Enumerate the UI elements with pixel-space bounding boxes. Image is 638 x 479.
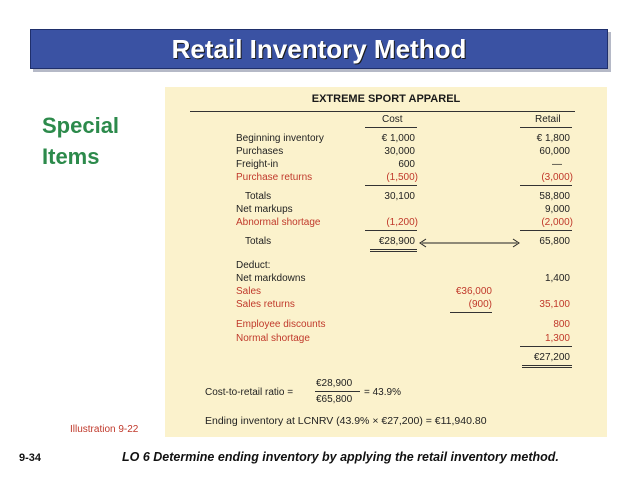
row-label: Purchase returns bbox=[236, 172, 313, 183]
row-cost: 30,100 bbox=[384, 191, 415, 202]
double-rule-cost bbox=[370, 249, 417, 250]
row-retail: (2,000) bbox=[541, 217, 573, 228]
row-cost: €28,900 bbox=[378, 236, 415, 247]
row-mid: (900) bbox=[468, 299, 492, 310]
ending-inventory-line: Ending inventory at LCNRV (43.9% × €27,200) = €11,940.80 bbox=[205, 415, 487, 427]
learning-objective: LO 6 Determine ending inventory by applying the retail inventory method. bbox=[122, 450, 559, 464]
row-mid: €36,000 bbox=[455, 286, 492, 297]
row-label: Beginning inventory bbox=[236, 133, 324, 144]
row-retail: 60,000 bbox=[539, 146, 570, 157]
row-retail: 65,800 bbox=[539, 236, 570, 247]
items-word: Items bbox=[42, 144, 100, 169]
cost-header-rule bbox=[365, 127, 417, 128]
special-items-heading bbox=[42, 110, 119, 172]
retail-header-rule bbox=[520, 127, 572, 128]
title-banner bbox=[30, 29, 608, 69]
row-cost: (1,200) bbox=[386, 217, 418, 228]
row-retail: 1,400 bbox=[544, 273, 570, 284]
illustration-panel bbox=[165, 87, 607, 437]
row-retail: — bbox=[552, 159, 562, 170]
row-label: Purchases bbox=[236, 146, 284, 157]
row-retail: 58,800 bbox=[539, 191, 570, 202]
company-name: EXTREME SPORT APPAREL bbox=[311, 93, 461, 105]
subtotal-rule-cost bbox=[365, 185, 417, 186]
row-label: Totals bbox=[245, 236, 272, 247]
row-label: Freight-in bbox=[236, 159, 279, 170]
row-cost: € 1,000 bbox=[381, 133, 415, 144]
subtotal-rule-cost bbox=[365, 230, 417, 231]
row-label: Sales bbox=[236, 286, 262, 297]
ending-retail: €27,200 bbox=[533, 352, 570, 363]
row-label: Totals bbox=[245, 191, 272, 202]
col-cost-header: Cost bbox=[382, 114, 403, 125]
row-label: Abnormal shortage bbox=[236, 217, 321, 228]
row-label: Net markups bbox=[236, 204, 293, 215]
row-cost: 30,000 bbox=[384, 146, 415, 157]
row-label: Normal shortage bbox=[236, 333, 310, 344]
row-retail: 1,300 bbox=[544, 333, 570, 344]
row-retail: 800 bbox=[553, 319, 570, 330]
row-cost: (1,500) bbox=[386, 172, 418, 183]
special-word: Special bbox=[42, 113, 120, 138]
row-label: Sales returns bbox=[236, 299, 295, 310]
subtotal-rule-retail bbox=[520, 230, 572, 231]
illustration-number: Illustration 9-22 bbox=[70, 424, 139, 435]
deduct-rule bbox=[520, 346, 572, 347]
double-rule-retail bbox=[522, 367, 572, 368]
row-label: Deduct: bbox=[236, 260, 271, 271]
fraction-bar bbox=[315, 391, 360, 392]
slide-title: Retail Inventory Method bbox=[171, 34, 467, 64]
slide-number: 9-34 bbox=[19, 452, 42, 464]
row-label: Net markdowns bbox=[236, 273, 306, 284]
row-retail: € 1,800 bbox=[536, 133, 570, 144]
subtotal-rule-retail bbox=[520, 185, 572, 186]
ratio-result: = 43.9% bbox=[364, 387, 401, 398]
double-rule-cost bbox=[370, 251, 417, 252]
ratio-label: Cost-to-retail ratio = bbox=[205, 387, 294, 398]
header-rule bbox=[190, 111, 575, 112]
sales-rule bbox=[450, 312, 492, 313]
double-rule-retail bbox=[522, 365, 572, 366]
double-arrow-icon bbox=[417, 237, 522, 249]
ratio-denominator: €65,800 bbox=[316, 394, 353, 405]
row-label: Employee discounts bbox=[236, 319, 326, 330]
row-retail: 35,100 bbox=[539, 299, 570, 310]
row-retail: (3,000) bbox=[541, 172, 573, 183]
col-retail-header: Retail bbox=[535, 114, 561, 125]
row-retail: 9,000 bbox=[544, 204, 570, 215]
row-cost: 600 bbox=[398, 159, 415, 170]
ratio-numerator: €28,900 bbox=[316, 378, 353, 389]
